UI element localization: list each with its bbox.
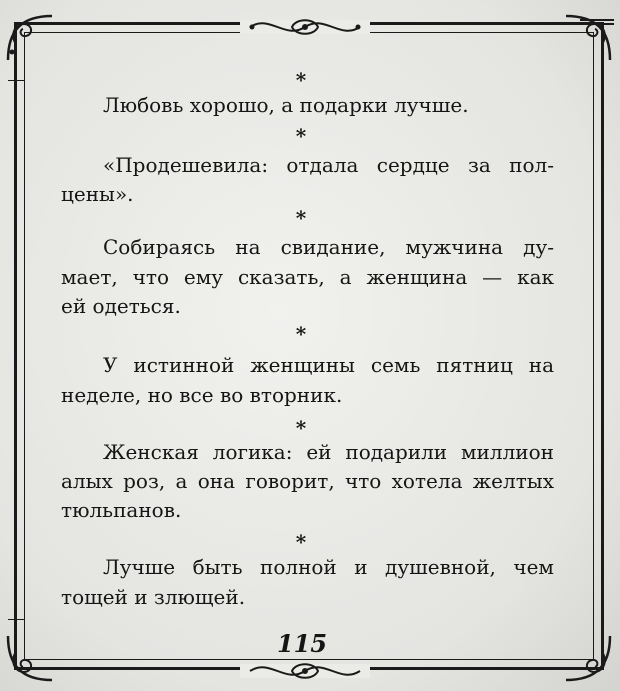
aphorism-line: Собираясь на свидание, мужчина ду-	[103, 235, 554, 259]
separator-star: *	[295, 124, 307, 148]
aphorism-line: «Продешевила: отдала сердце за пол-	[103, 153, 554, 177]
aphorism-line: алых роз, а она говорит, что хотела желтых	[61, 469, 554, 493]
aphorism-line: неделе, но все во вторник.	[61, 383, 343, 407]
bottom-flourish-ornament	[240, 658, 370, 686]
aphorism-line: мает, что ему сказать, а женщина — как	[61, 265, 554, 289]
aphorism-line: тощей и злющей.	[61, 585, 246, 609]
corner-ornament-top-left	[2, 10, 58, 66]
left-border-ticks	[4, 80, 28, 620]
corner-ornament-top-right	[560, 10, 616, 66]
separator-star: *	[295, 206, 307, 230]
corner-ornament-bottom-left	[2, 630, 58, 686]
separator-star: *	[295, 68, 307, 92]
aphorism-line: цены».	[61, 182, 134, 206]
separator-star: *	[295, 530, 307, 554]
corner-ornament-bottom-right	[560, 630, 616, 686]
page-number: 115	[276, 629, 328, 658]
top-flourish-ornament	[240, 12, 370, 42]
aphorism-line: У истинной женщины семь пятниц на	[103, 353, 554, 377]
aphorism-line: ей одеться.	[61, 294, 181, 318]
separator-star: *	[295, 416, 307, 440]
aphorism-line: Лучше быть полной и душевной, чем	[103, 555, 554, 579]
separator-star: *	[295, 322, 307, 346]
aphorism-line: Любовь хорошо, а подарки лучше.	[103, 93, 469, 117]
aphorism-line: Женская логика: ей подарили миллион	[103, 440, 554, 464]
aphorism-line: тюльпанов.	[61, 498, 182, 522]
